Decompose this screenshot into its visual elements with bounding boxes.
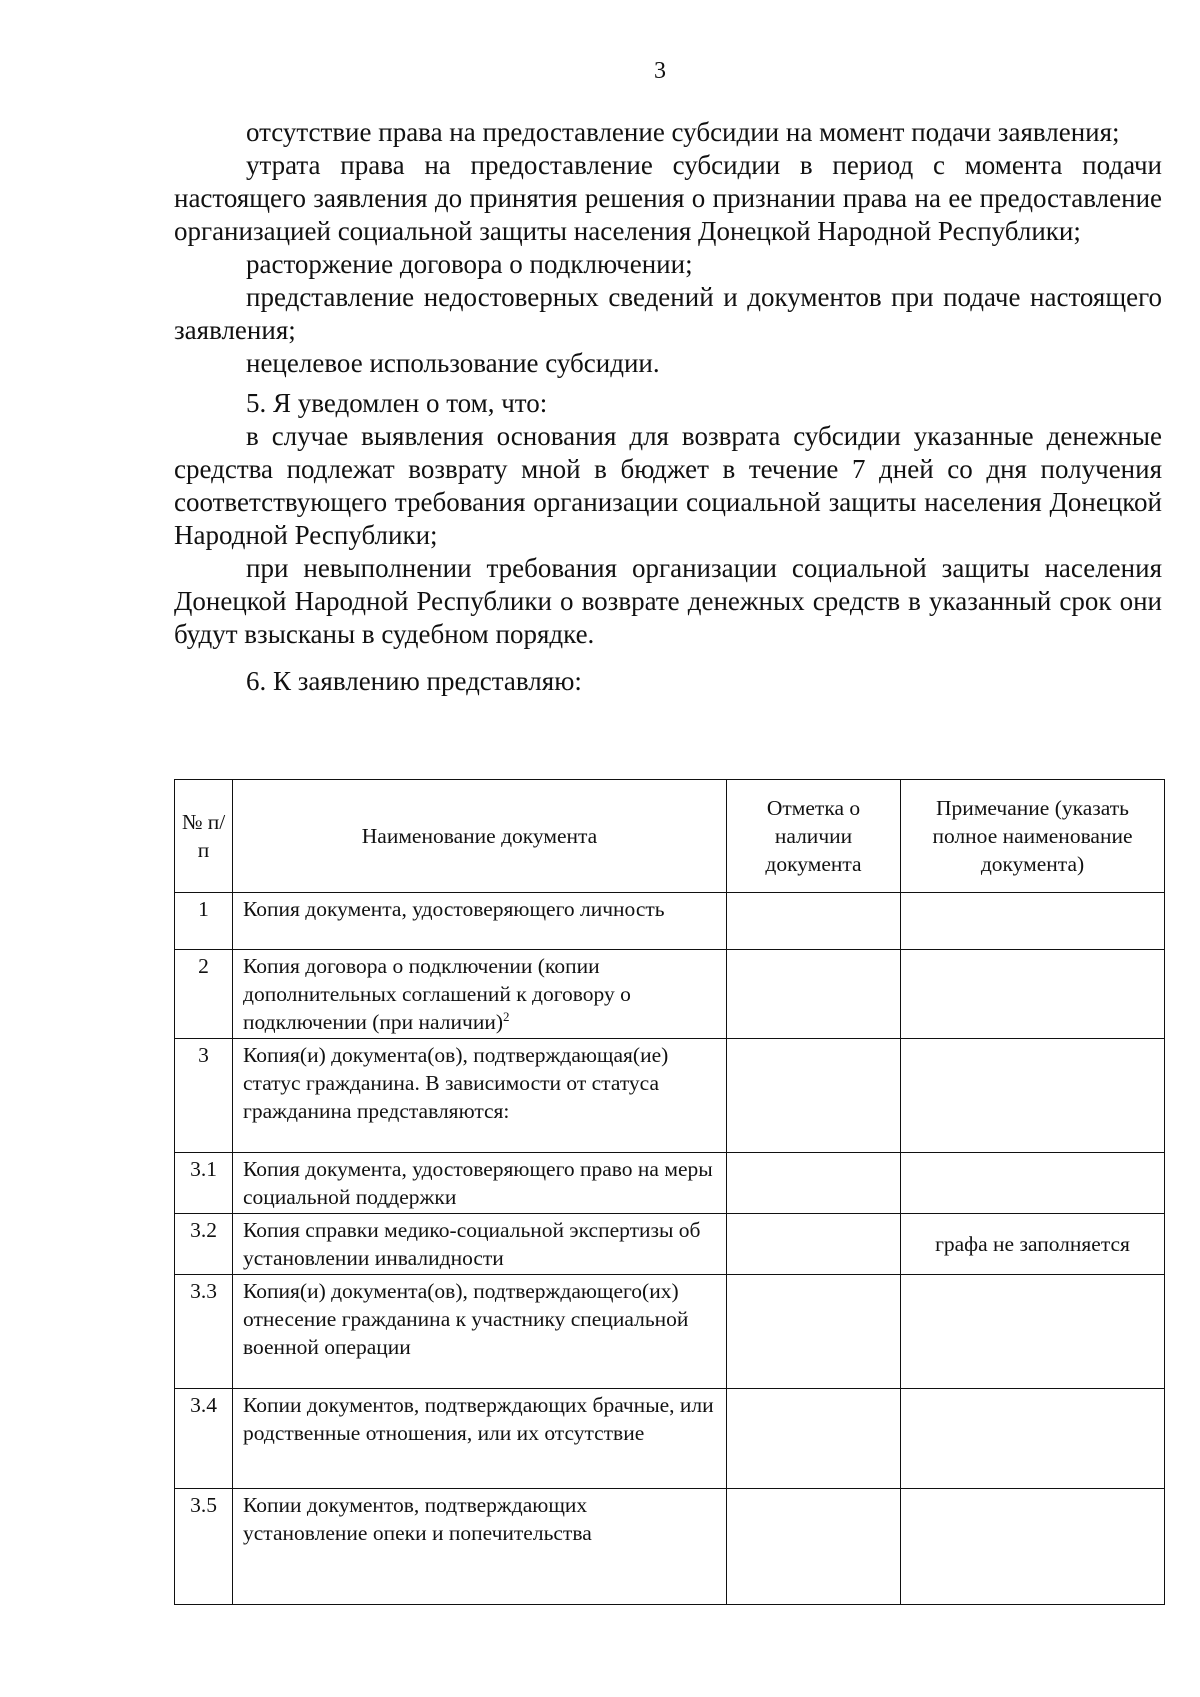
table-row xyxy=(175,1275,1165,1389)
row-document-name xyxy=(233,950,727,1039)
document-body xyxy=(174,116,1162,698)
paragraph-no-right: отсутствие права на предоставление субсидии на момент подачи заявления; xyxy=(246,117,1120,147)
row-document-name: Копия(и) документа(ов), подтверждающая(ие) статус гражданина. В зависимости от статуса гражданина представляются: xyxy=(233,1039,727,1153)
paragraph-court-recovery: при невыполнении требования организации социальной защиты населения Донецкой Народной Республики о возврате денежных средств в указанный срок они будут взысканы в судебном порядке. xyxy=(174,553,1162,649)
row-document-name: Копия(и) документа(ов), подтверждающего(их) отнесение гражданина к участнику специальной военной операции xyxy=(233,1275,727,1389)
page-number: 3 xyxy=(654,58,666,84)
row-presence-mark[interactable] xyxy=(727,1214,901,1275)
row-note-not-filled: графа не заполняется xyxy=(901,1214,1165,1275)
row-number: 3.4 xyxy=(175,1389,233,1489)
row-note[interactable] xyxy=(901,1389,1165,1489)
row-note[interactable] xyxy=(901,1153,1165,1214)
section-6-heading: 6. К заявлению представляю: xyxy=(246,666,582,696)
row-note[interactable] xyxy=(901,1039,1165,1153)
paragraph-refund-term: в случае выявления основания для возврата субсидии указанные денежные средства подлежат возврату мной в бюджет в течение 7 дней со дня получения соответствующего требования организации социальной защиты населения Донецкой Народной Республики; xyxy=(174,421,1162,550)
row-number: 3.3 xyxy=(175,1275,233,1389)
paragraph-false-info: представление недостоверных сведений и документов при подаче настоящего заявления; xyxy=(174,282,1162,345)
row-number: 1 xyxy=(175,893,233,950)
section-5-heading: 5. Я уведомлен о том, что: xyxy=(246,388,548,418)
row-document-name-text: Копия договора о подключении (копии дополнительных соглашений к договору о подключении (при наличии) xyxy=(243,954,631,1034)
row-presence-mark[interactable] xyxy=(727,1389,901,1489)
paragraph-misuse: нецелевое использование субсидии. xyxy=(246,348,660,378)
table-row xyxy=(175,1389,1165,1489)
row-document-name: Копия документа, удостоверяющего право на меры социальной поддержки xyxy=(233,1153,727,1214)
row-number: 3.1 xyxy=(175,1153,233,1214)
row-note[interactable] xyxy=(901,1489,1165,1605)
row-presence-mark[interactable] xyxy=(727,893,901,950)
row-number: 2 xyxy=(175,950,233,1039)
row-number: 3.5 xyxy=(175,1489,233,1605)
row-presence-mark[interactable] xyxy=(727,1275,901,1389)
footnote-marker: 2 xyxy=(503,1008,510,1024)
row-document-name: Копии документов, подтверждающих брачные, или родственные отношения, или их отсутствие xyxy=(233,1389,727,1489)
header-presence-mark: Отметка о наличии документа xyxy=(727,780,901,893)
paragraph-loss-of-right: утрата права на предоставление субсидии в период с момента подачи настоящего заявления до принятия решения о признании права на ее предоставление организацией социальной защиты населения Донецкой Народной Республики; xyxy=(174,150,1162,246)
row-note[interactable] xyxy=(901,950,1165,1039)
documents-table xyxy=(174,779,1165,1605)
table-row xyxy=(175,950,1165,1039)
row-document-name: Копия справки медико-социальной экспертизы об установлении инвалидности xyxy=(233,1214,727,1275)
paragraph-contract-termination: расторжение договора о подключении; xyxy=(246,249,693,279)
row-note[interactable] xyxy=(901,1275,1165,1389)
table-row xyxy=(175,1039,1165,1153)
table-row xyxy=(175,1153,1165,1214)
table-header-row xyxy=(175,780,1165,893)
row-number: 3.2 xyxy=(175,1214,233,1275)
table-row xyxy=(175,1214,1165,1275)
row-note[interactable] xyxy=(901,893,1165,950)
header-document-name: Наименование документа xyxy=(233,780,727,893)
table-row xyxy=(175,1489,1165,1605)
row-document-name: Копии документов, подтверждающих установление опеки и попечительства xyxy=(233,1489,727,1605)
table-row xyxy=(175,893,1165,950)
row-document-name: Копия документа, удостоверяющего личность xyxy=(233,893,727,950)
row-presence-mark[interactable] xyxy=(727,1039,901,1153)
row-presence-mark[interactable] xyxy=(727,950,901,1039)
row-presence-mark[interactable] xyxy=(727,1489,901,1605)
header-number: № п/п xyxy=(175,780,233,893)
header-note: Примечание (указать полное наименование документа) xyxy=(901,780,1165,893)
row-number: 3 xyxy=(175,1039,233,1153)
row-presence-mark[interactable] xyxy=(727,1153,901,1214)
